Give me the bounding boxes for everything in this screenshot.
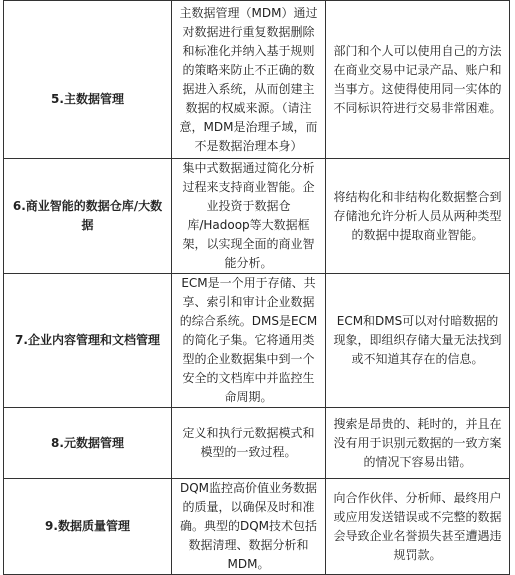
row-description: DQM监控高价值业务数据的质量，以确保及时和准确。典型的DQM技术包括数据清理、数据分析和MDM。 xyxy=(172,479,326,575)
table-row xyxy=(4,1,510,159)
row-name: 7.企业内容管理和文档管理 xyxy=(4,274,172,408)
table-row xyxy=(4,408,510,479)
row-issue: 向合作伙伴、分析师、最终用户或应用发送错误或不完整的数据会导致企业名誉损失甚至遭遇违规罚款。 xyxy=(326,479,510,575)
row-description: 定义和执行元数据模式和模型的一致过程。 xyxy=(172,408,326,479)
data-governance-table xyxy=(3,0,510,575)
table-row xyxy=(4,274,510,408)
row-name: 6.商业智能的数据仓库/大数据 xyxy=(4,159,172,274)
row-name: 9.数据质量管理 xyxy=(4,479,172,575)
table-row xyxy=(4,479,510,575)
row-issue: 搜索是昂贵的、耗时的，并且在没有用于识别元数据的一致方案的情况下容易出错。 xyxy=(326,408,510,479)
row-name: 8.元数据管理 xyxy=(4,408,172,479)
row-issue: ECM和DMS可以对付暗数据的现象，即组织存储大量无法找到或不知道其存在的信息。 xyxy=(326,274,510,408)
row-description: 集中式数据通过简化分析过程来支持商业智能。企业投资于数据仓库/Hadoop等大数据框架，以实现全面的商业智能分析。 xyxy=(172,159,326,274)
table-row xyxy=(4,159,510,274)
row-issue: 将结构化和非结构化数据整合到存储池允许分析人员从两种类型的数据中提取商业智能。 xyxy=(326,159,510,274)
row-issue: 部门和个人可以使用自己的方法在商业交易中记录产品、账户和当事方。这使得使用同一实体的不同标识符进行交易非常困难。 xyxy=(326,1,510,159)
row-description: ECM是一个用于存储、共享、索引和审计企业数据的综合系统。DMS是ECM的简化子集。它将通用类型的企业数据集中到一个安全的文档库中并监控生命周期。 xyxy=(172,274,326,408)
row-description: 主数据管理（MDM）通过对数据进行重复数据删除和标准化并纳入基于规则的策略来防止不正确的数据进入系统，从而创建主数据的权威来源。（请注意，MDM是治理子域，而不是数据治理本身） xyxy=(172,1,326,159)
row-name: 5.主数据管理 xyxy=(4,1,172,159)
